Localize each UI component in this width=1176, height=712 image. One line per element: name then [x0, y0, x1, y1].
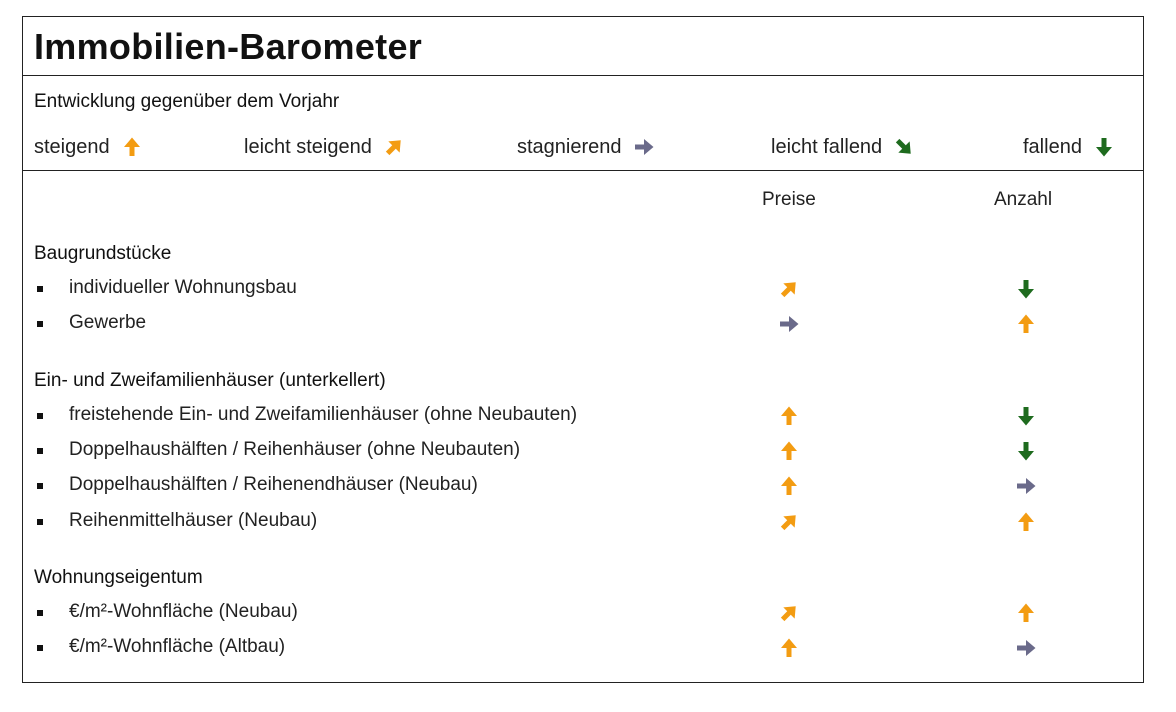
section-title: Ein- und Zweifamilienhäuser (unterkellert) — [34, 370, 386, 391]
bullet-icon — [37, 645, 43, 651]
table-row — [34, 471, 1124, 501]
arrow-up-right-icon — [777, 510, 801, 534]
bullet-icon — [37, 286, 43, 292]
arrow-right-icon — [632, 135, 656, 159]
arrow-down-right-icon — [892, 135, 916, 159]
row-label: Gewerbe — [69, 312, 147, 333]
arrow-up-icon — [1014, 312, 1038, 336]
legend-item-stagnierend — [517, 133, 656, 161]
legend-item-leicht-steigend — [244, 133, 406, 161]
barometer-frame — [22, 16, 1144, 683]
legend-label: stagnierend — [517, 135, 622, 158]
table-row — [34, 401, 1124, 431]
row-label: individueller Wohnungsbau — [69, 277, 297, 298]
table-row — [34, 309, 1124, 339]
arrow-up-icon — [777, 404, 801, 428]
section-title: Baugrundstücke — [34, 243, 172, 264]
legend-item-fallend — [1023, 133, 1116, 161]
table-row — [34, 507, 1124, 537]
arrow-up-icon — [777, 474, 801, 498]
row-label: €/m²-Wohnfläche (Altbau) — [69, 636, 286, 657]
arrow-down-icon — [1014, 277, 1038, 301]
bullet-icon — [37, 321, 43, 327]
arrow-up-right-icon — [777, 277, 801, 301]
column-header-prices: Preise — [762, 189, 816, 210]
arrow-up-icon — [777, 439, 801, 463]
table-row — [34, 274, 1124, 304]
legend — [23, 75, 1143, 171]
legend-label: leicht fallend — [771, 135, 883, 158]
title-bar — [23, 17, 1143, 76]
table-row — [34, 598, 1124, 628]
row-label: Doppelhaushälften / Reihenendhäuser (Neubau) — [69, 474, 478, 495]
row-label: freistehende Ein- und Zweifamilienhäuser (ohne Neubauten) — [69, 404, 578, 425]
legend-label: fallend — [1023, 135, 1082, 158]
arrow-right-icon — [777, 312, 801, 336]
arrow-up-icon — [1014, 601, 1038, 625]
table-row — [34, 633, 1124, 663]
legend-label: leicht steigend — [244, 135, 372, 158]
arrow-right-icon — [1014, 474, 1038, 498]
arrow-up-right-icon — [777, 601, 801, 625]
arrow-up-icon — [120, 135, 144, 159]
bullet-icon — [37, 483, 43, 489]
legend-label: steigend — [34, 135, 110, 158]
row-label: Doppelhaushälften / Reihenhäuser (ohne Neubauten) — [69, 439, 521, 460]
arrow-down-icon — [1014, 404, 1038, 428]
row-label: Reihenmittelhäuser (Neubau) — [69, 510, 318, 531]
bullet-icon — [37, 413, 43, 419]
arrow-down-icon — [1092, 135, 1116, 159]
page-title: Immobilien-Barometer — [34, 26, 423, 67]
bullet-icon — [37, 519, 43, 525]
arrow-up-icon — [777, 636, 801, 660]
arrow-up-icon — [1014, 510, 1038, 534]
legend-heading: Entwicklung gegenüber dem Vorjahr — [34, 91, 340, 112]
arrow-right-icon — [1014, 636, 1038, 660]
column-header-count: Anzahl — [994, 189, 1053, 210]
bullet-icon — [37, 448, 43, 454]
row-label: €/m²-Wohnfläche (Neubau) — [69, 601, 298, 622]
legend-item-leicht-fallend — [771, 133, 916, 161]
arrow-down-icon — [1014, 439, 1038, 463]
legend-item-steigend — [34, 133, 144, 161]
section-title: Wohnungseigentum — [34, 567, 203, 588]
table-row — [34, 436, 1124, 466]
arrow-up-right-icon — [382, 135, 406, 159]
bullet-icon — [37, 610, 43, 616]
